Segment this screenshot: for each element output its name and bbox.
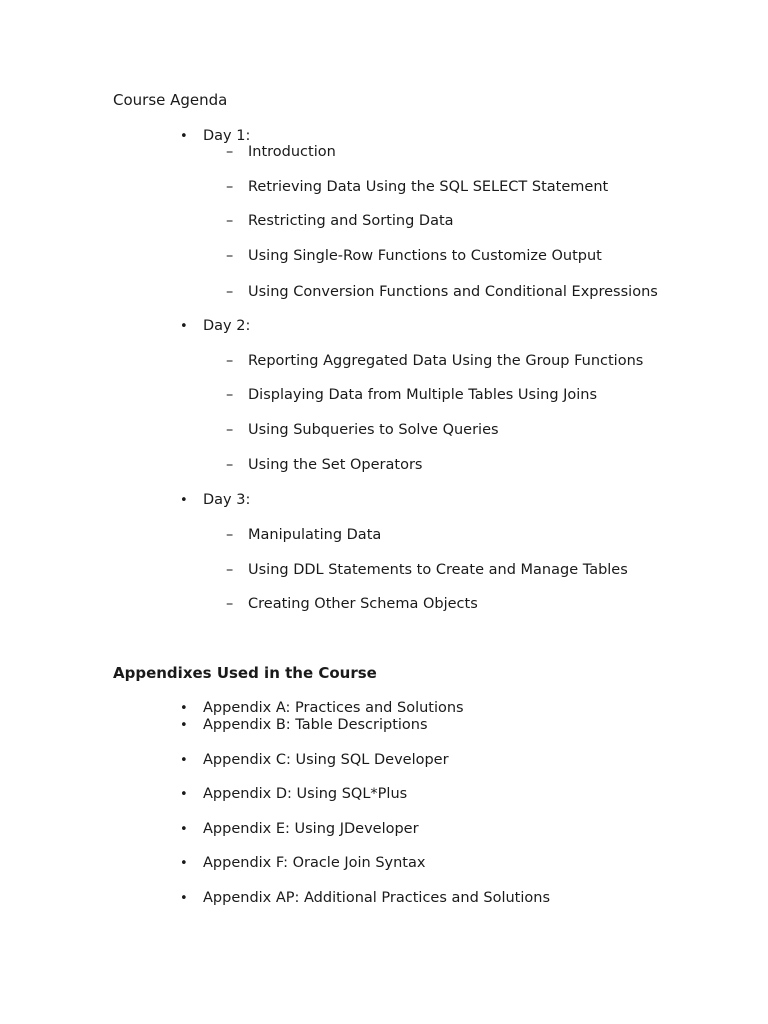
- bullet-appendix: •: [180, 822, 188, 837]
- bullet-day-2: •: [180, 319, 188, 334]
- dash-marker: –: [226, 353, 234, 369]
- bullet-appendix: •: [180, 701, 188, 716]
- dash-marker: –: [226, 596, 234, 612]
- appendix-item: Appendix B: Table Descriptions: [203, 717, 428, 733]
- agenda-item: Displaying Data from Multiple Tables Using Joins: [248, 387, 598, 403]
- agenda-item: Restricting and Sorting Data: [248, 213, 454, 229]
- dash-marker: –: [226, 248, 234, 264]
- dash-marker: –: [226, 562, 234, 578]
- bullet-appendix: •: [180, 787, 188, 802]
- bullet-appendix: •: [180, 891, 188, 906]
- appendix-item: Appendix F: Oracle Join Syntax: [203, 855, 426, 871]
- dash-marker: –: [226, 179, 234, 195]
- appendixes-heading: Appendixes Used in the Course: [113, 664, 377, 682]
- appendix-item: Appendix E: Using JDeveloper: [203, 821, 419, 837]
- appendix-item: Appendix AP: Additional Practices and Solutions: [203, 890, 551, 906]
- appendix-item: Appendix C: Using SQL Developer: [203, 752, 449, 768]
- dash-marker: –: [226, 457, 234, 473]
- dash-marker: –: [226, 144, 234, 160]
- agenda-heading: Course Agenda: [113, 91, 228, 109]
- agenda-item: Using the Set Operators: [248, 457, 423, 473]
- agenda-item: Introduction: [248, 144, 336, 160]
- agenda-item: Reporting Aggregated Data Using the Group Functions: [248, 353, 644, 369]
- agenda-item: Using Conversion Functions and Conditional Expressions: [248, 284, 658, 300]
- appendix-item: Appendix A: Practices and Solutions: [203, 700, 464, 716]
- dash-marker: –: [226, 422, 234, 438]
- bullet-appendix: •: [180, 753, 188, 768]
- dash-marker: –: [226, 527, 234, 543]
- agenda-item: Manipulating Data: [248, 527, 382, 543]
- dash-marker: –: [226, 387, 234, 403]
- dash-marker: –: [226, 284, 234, 300]
- bullet-day-1: •: [180, 129, 188, 144]
- agenda-item: Using Single-Row Functions to Customize Output: [248, 248, 602, 264]
- dash-marker: –: [226, 213, 234, 229]
- agenda-item: Using DDL Statements to Create and Manage Tables: [248, 562, 628, 578]
- agenda-item: Creating Other Schema Objects: [248, 596, 478, 612]
- agenda-item: Retrieving Data Using the SQL SELECT Statement: [248, 179, 609, 195]
- day-2-label: Day 2:: [203, 318, 251, 334]
- bullet-day-3: •: [180, 493, 188, 508]
- agenda-item: Using Subqueries to Solve Queries: [248, 422, 499, 438]
- bullet-appendix: •: [180, 718, 188, 733]
- bullet-appendix: •: [180, 856, 188, 871]
- day-1-label: Day 1:: [203, 128, 251, 144]
- appendix-item: Appendix D: Using SQL*Plus: [203, 786, 408, 802]
- day-3-label: Day 3:: [203, 492, 251, 508]
